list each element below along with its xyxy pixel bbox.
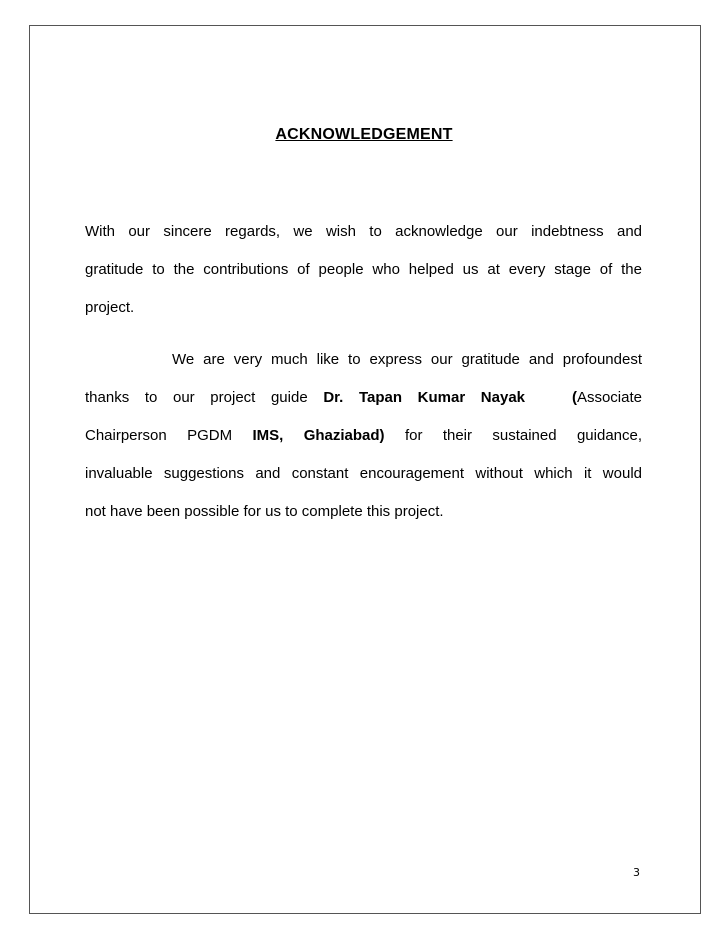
paragraph-thanks-line-2: [85, 379, 642, 417]
paragraph-intro-line-3: project.: [85, 299, 135, 316]
page-number: 3: [633, 866, 640, 879]
page-title: ACKNOWLEDGEMENT: [275, 126, 453, 143]
guide-intro-text: thanks to our project guide: [85, 389, 308, 406]
paragraph-thanks-line-4: invaluable suggestions and constant encouragement without which it would: [85, 465, 642, 482]
paragraph-intro-line-2: gratitude to the contributions of people who helped us at every stage of the: [85, 261, 642, 278]
paragraph-intro-line-1: With our sincere regards, we wish to acknowledge our indebtness and: [85, 223, 642, 240]
paragraph-thanks-line-1: We are very much like to express our gratitude and profoundest: [172, 351, 642, 368]
paragraph-thanks: [85, 341, 642, 531]
thanks-continuation: for their sustained guidance,: [404, 427, 643, 444]
guide-title-start: Associate: [576, 389, 642, 406]
institute-name: IMS, Ghaziabad): [252, 427, 385, 444]
paragraph-thanks-line-5: not have been possible for us to complete this project.: [85, 503, 444, 520]
paragraph-intro: [85, 213, 642, 327]
guide-name: Dr. Tapan Kumar Nayak: [323, 389, 526, 406]
open-parenthesis: (: [571, 389, 577, 406]
guide-title-end: Chairperson PGDM: [85, 427, 233, 444]
paragraph-thanks-line-3: [85, 417, 642, 455]
